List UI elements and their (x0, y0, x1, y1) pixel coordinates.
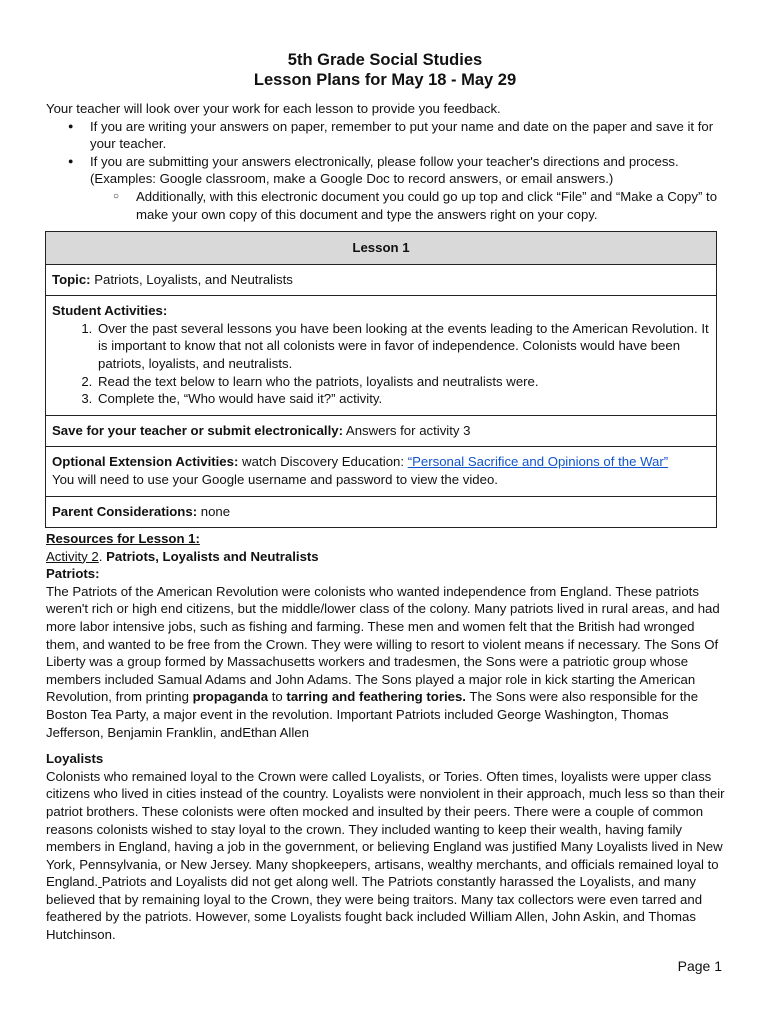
activities-label: Student Activities: (52, 303, 168, 319)
save-cell (46, 415, 717, 447)
video-link[interactable]: “Personal Sacrifice and Opinions of the War” (407, 454, 669, 470)
intro-bullet (46, 153, 736, 223)
parent-cell (46, 496, 717, 528)
resources-heading: Resources for Lesson 1: (46, 531, 200, 546)
activity-separator: . (98, 548, 103, 564)
resources-section (46, 530, 726, 944)
intro-bullet-text: If you are submitting your answers electronically, please follow your teacher's directions and process. (Examples: Google classroom, make a Google Doc to record answers, or email answers.) (90, 153, 679, 187)
lesson-header: Lesson 1 (46, 232, 717, 265)
optional-cell (46, 447, 717, 496)
activities-cell (46, 296, 717, 416)
intro-bullet: ● If you are writing your answers on paper, remember to put your name and date on the paper and save it for your teacher. (46, 118, 736, 153)
optional-note: You will need to use your Google username and password to view the video. (52, 471, 498, 487)
topic-value: Patriots, Loyalists, and Neutralists (94, 271, 293, 287)
activity-title: Patriots, Loyalists and Neutralists (106, 548, 319, 564)
save-label: Save for your teacher or submit electronically: (52, 422, 343, 438)
tarring-term: tarring and feathering tories. (286, 689, 466, 705)
loyalists-text: Colonists who remained loyal to the Crown were called Loyalists, or Tories. Often times, loyalists were upper class citizens who lived in cities instead of the country. Loyalists were nonviolent in their approach, much less so than their patriot brothers. These colonists were often mocked and insulted by their peers. There were a couple of common reasons colonists wished to stay loyal to the crown. They included wanting to keep their wealth, having family members in England, having a job in the government, or believing England was justified Many Loyalists lived in New York, Pennsylvania, or New Jersey. Many shopkeepers, artisans, wealthy merchants, and officials remained loyal to England. (46, 768, 725, 890)
topic-cell (46, 264, 717, 296)
to-word: to (271, 689, 283, 705)
activity-heading (46, 548, 726, 566)
intro-bullet-list (46, 118, 736, 224)
activity-prefix: Activity 2 (46, 548, 99, 564)
loyalists-text-continued: Patriots and Loyalists did not get along well. The Patriots constantly harassed the Loyalists, and many believed that by remaining loyal to the Crown, they were being traitors. Many tax collectors were even tarred and feathered by the patriots. However, some Loyalists fought back included William Allen, John Askin, and Thomas Hutchinson. (46, 874, 703, 943)
lesson-table (45, 231, 717, 528)
intro-sub-bullet: ○ Additionally, with this electronic document you could go up top and click “File” and “Make a Copy” to make your own copy of this document and type the answers right on your copy. (46, 188, 736, 223)
patriots-text: The Patriots of the American Revolution were colonists who wanted independence from England. These patriots weren't rich or high end citizens, but the middle/lower class of the colony. Many patriots lived in rural areas, and had more labor intensive jobs, such as fishing and farming. These men and women felt that the British had wronged them, and wanted to be free from the Crown. They were willing to resort to violent means if necessary. The Sons Of Liberty was a group formed by Massachusetts workers and tradesmen, the Sons were a patriotic group whose members included Samual Adams and John Adams. The Sons played a major role in kick starting the American Revolution, from printing (46, 583, 720, 705)
activity-item: 1. Over the past several lessons you have been looking at the events leading to the American Revolution. It is important to know that not all colonists were in favor of independence. Colonists would have been patriots, loyalists, and neutralists. (96, 320, 710, 373)
optional-label: Optional Extension Activities: (52, 454, 239, 470)
patriots-paragraph (46, 583, 726, 741)
patriots-text-continued: The Sons were also responsible for the Boston Tea Party, a major event in the revolution. Important Patriots included George Washington, Thomas Jefferson, Benjamin Franklin, andEthan Allen (46, 689, 699, 740)
activity-item: 2. Read the text below to learn who the patriots, loyalists and neutralists were. (96, 373, 710, 391)
document-subtitle: Lesson Plans for May 18 - May 29 (253, 71, 517, 89)
topic-label: Topic: (52, 271, 91, 287)
activity-item: 3. Complete the, “Who would have said it?” activity. (96, 390, 710, 408)
patriots-heading: Patriots: (46, 566, 100, 582)
loyalists-heading: Loyalists (46, 751, 104, 767)
intro-sub-list (90, 188, 736, 223)
propaganda-term: propaganda (192, 689, 269, 705)
optional-text: watch Discovery Education: (242, 454, 405, 470)
document-title: 5th Grade Social Studies (287, 51, 483, 69)
parent-label: Parent Considerations: (52, 503, 198, 519)
parent-value: none (200, 503, 231, 519)
page-number: Page 1 (677, 958, 722, 974)
loyalists-paragraph (46, 768, 726, 944)
intro-section (46, 100, 736, 223)
save-value: Answers for activity 3 (345, 422, 471, 438)
activities-list (52, 320, 710, 408)
intro-text: Your teacher will look over your work for each lesson to provide you feedback. (46, 101, 501, 116)
